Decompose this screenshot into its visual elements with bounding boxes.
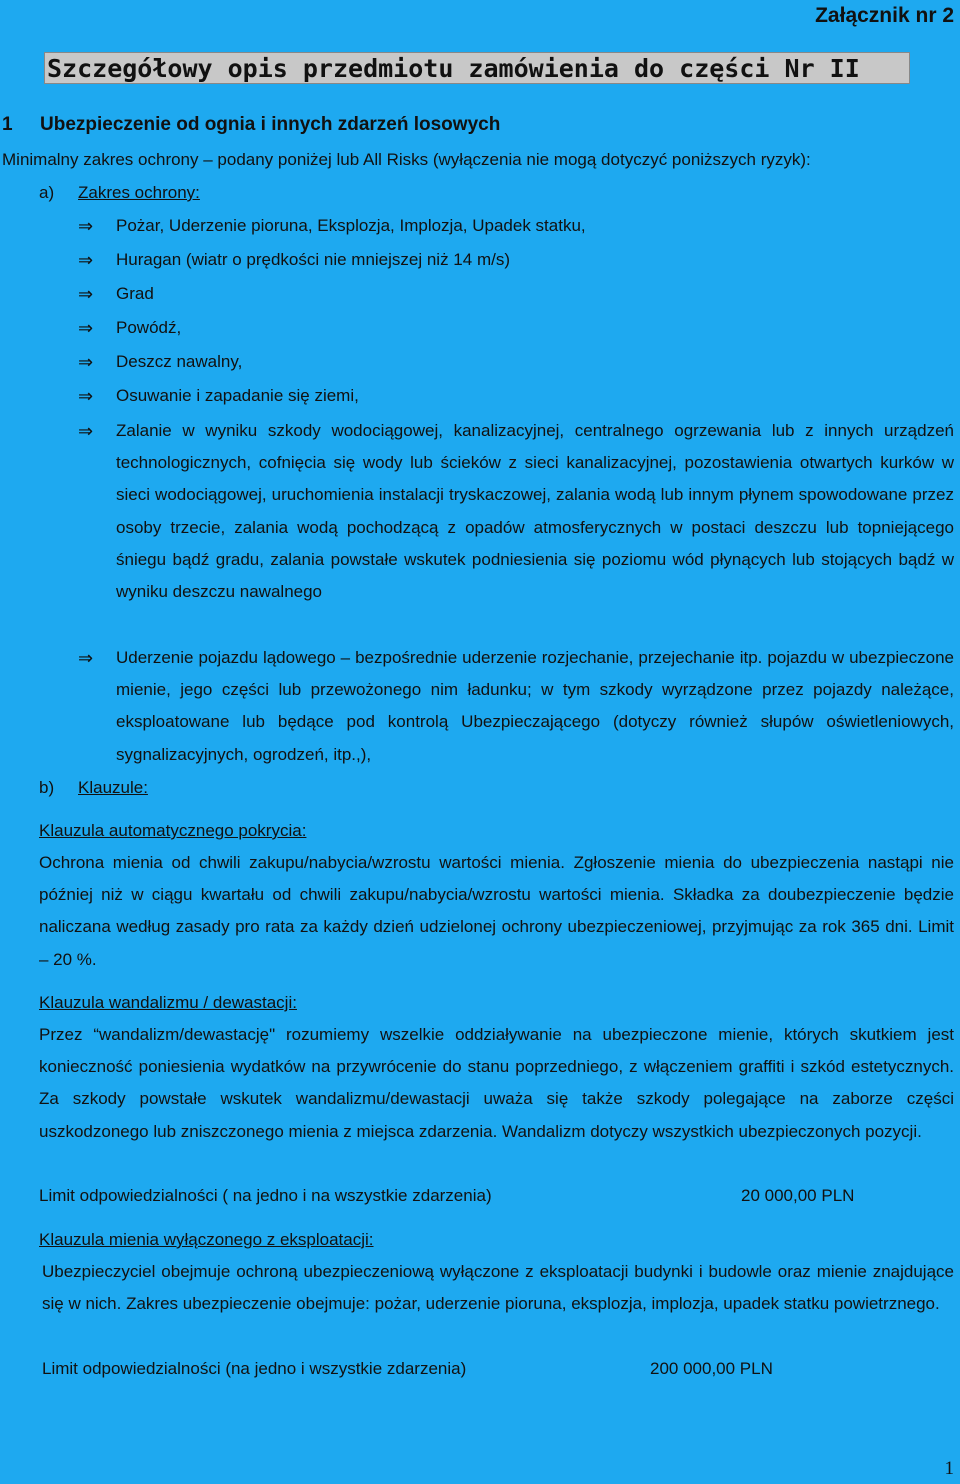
clause-vandalism-limit-label: Limit odpowiedzialności ( na jedno i na wszystkie zdarzenia) — [39, 1186, 492, 1205]
arrow-icon: ⇒ — [78, 318, 94, 338]
clause-decommissioned-heading: Klauzula mienia wyłączonego z eksploatacji: — [39, 1230, 374, 1249]
section-heading — [2, 114, 500, 136]
annex-label: Załącznik nr 2 — [815, 4, 954, 27]
list-a-title: Zakres ochrony: — [78, 183, 200, 202]
list-item: ⇒ Grad — [78, 284, 154, 304]
clause-vandalism-heading: Klauzula wandalizmu / dewastacji: — [39, 993, 297, 1012]
clause-decommissioned-text: Ubezpieczyciel obejmuje ochroną ubezpieczeniową wyłączone z eksploatacji budynki i budowle oraz mienie znajdujące się w nich. Zakres ubezpieczenie obejmuje: pożar, uderzenie pioruna, eksplozja, implozja, upadek statku powietrznego. — [42, 1262, 954, 1314]
arrow-icon: ⇒ — [78, 648, 94, 668]
arrow-icon: ⇒ — [78, 352, 94, 372]
arrow-icon: ⇒ — [78, 386, 94, 406]
clause-vandalism-text: Przez “wandalizm/dewastację" rozumiemy wszelkie oddziaływanie na ubezpieczone mienie, których skutkiem jest konieczność poniesienia wydatków na przywrócenie do stanu poprzedniego, z włączeniem graffiti i szkód estetycznych. Za szkody powstałe wskutek wandalizmu/dewastacji uważa się także szkody polegające na zaborze części uszkodzonego lub zniszczonego mienia z miejsca zdarzenia. Wandalizm dotyczy wszystkich ubezpieczonych pozycji. — [39, 1025, 954, 1141]
clause-vandalism-limit-value: 20 000,00 PLN — [741, 1186, 855, 1205]
list-item: ⇒ Huragan (wiatr o prędkości nie mniejszej niż 14 m/s) — [78, 250, 510, 270]
clause-automatic-text: Ochrona mienia od chwili zakupu/nabycia/wzrostu wartości mienia. Zgłoszenie mienia do ubezpieczenia nastąpi nie później niż w ciągu kwartału od chwili zakupu/nabycia/wzrostu wartości mienia. Składka za doubezpieczenie będzie naliczana według zasady pro rata za każdy dzień udzielonej ochrony ubezpieczeniowej, przyjmując za rok 365 dni. Limit – 20 %. — [39, 853, 954, 969]
arrow-icon: ⇒ — [78, 284, 94, 304]
arrow-icon: ⇒ — [78, 216, 94, 236]
list-b-marker: b) — [39, 778, 55, 797]
list-a-label — [39, 183, 200, 203]
section-title: Ubezpieczenie od ognia i innych zdarzeń losowych — [40, 114, 501, 135]
document-title: Szczegółowy opis przedmiotu zamówienia do części Nr II — [44, 52, 910, 84]
page-number: 1 — [944, 1458, 954, 1479]
arrow-icon: ⇒ — [78, 421, 94, 441]
list-item: ⇒ Pożar, Uderzenie pioruna, Eksplozja, Implozja, Upadek statku, — [78, 216, 586, 236]
clause-decommissioned-limit-value: 200 000,00 PLN — [650, 1359, 773, 1378]
list-item: ⇒ Osuwanie i zapadanie się ziemi, — [78, 386, 359, 406]
list-item: ⇒ Deszcz nawalny, — [78, 352, 243, 372]
list-b-title: Klauzule: — [78, 778, 148, 797]
list-a-marker: a) — [39, 183, 55, 202]
arrow-icon: ⇒ — [78, 250, 94, 270]
section-number: 1 — [2, 114, 13, 135]
clause-decommissioned-limit-label: Limit odpowiedzialności (na jedno i wszystkie zdarzenia) — [42, 1359, 467, 1378]
clause-automatic-heading: Klauzula automatycznego pokrycia: — [39, 821, 307, 840]
intro-text: Minimalny zakres ochrony – podany poniżej lub All Risks (wyłączenia nie mogą dotyczyć poniższych ryzyk): — [2, 150, 811, 169]
list-item: ⇒ Uderzenie pojazdu lądowego – bezpośrednie uderzenie rozjechanie, przejechanie itp. pojazdu w ubezpieczone mienie, jego części lub przewożonego nim ładunku; w tym szkody wyrządzone przez pojazdy należące, eksploatowane lub będące pod kontrolą Ubezpieczającego (dotyczy również słupów oświetleniowych, sygnalizacyjnych, ogrodzeń, itp.,), — [78, 648, 954, 764]
list-item: ⇒ Powódź, — [78, 318, 182, 338]
list-item: ⇒ Zalanie w wyniku szkody wodociągowej, kanalizacyjnej, centralnego ogrzewania lub z innych urządzeń technologicznych, cofnięcia się wody lub ścieków z sieci kanalizacyjnej, pozostawienia otwartych kurków w sieci wodociągowej, uruchomienia instalacji tryskaczowej, zalania wodą lub innym płynem spowodowane przez osoby trzecie, zalania wodą pochodzącą z opadów atmosferycznych w postaci deszczu lub topniejącego śniegu bądź gradu, zalania powstałe wskutek podniesienia się poziomu wód płynących lub stojących bądź w wyniku deszczu nawalnego — [78, 421, 954, 602]
list-b-label — [39, 778, 148, 798]
